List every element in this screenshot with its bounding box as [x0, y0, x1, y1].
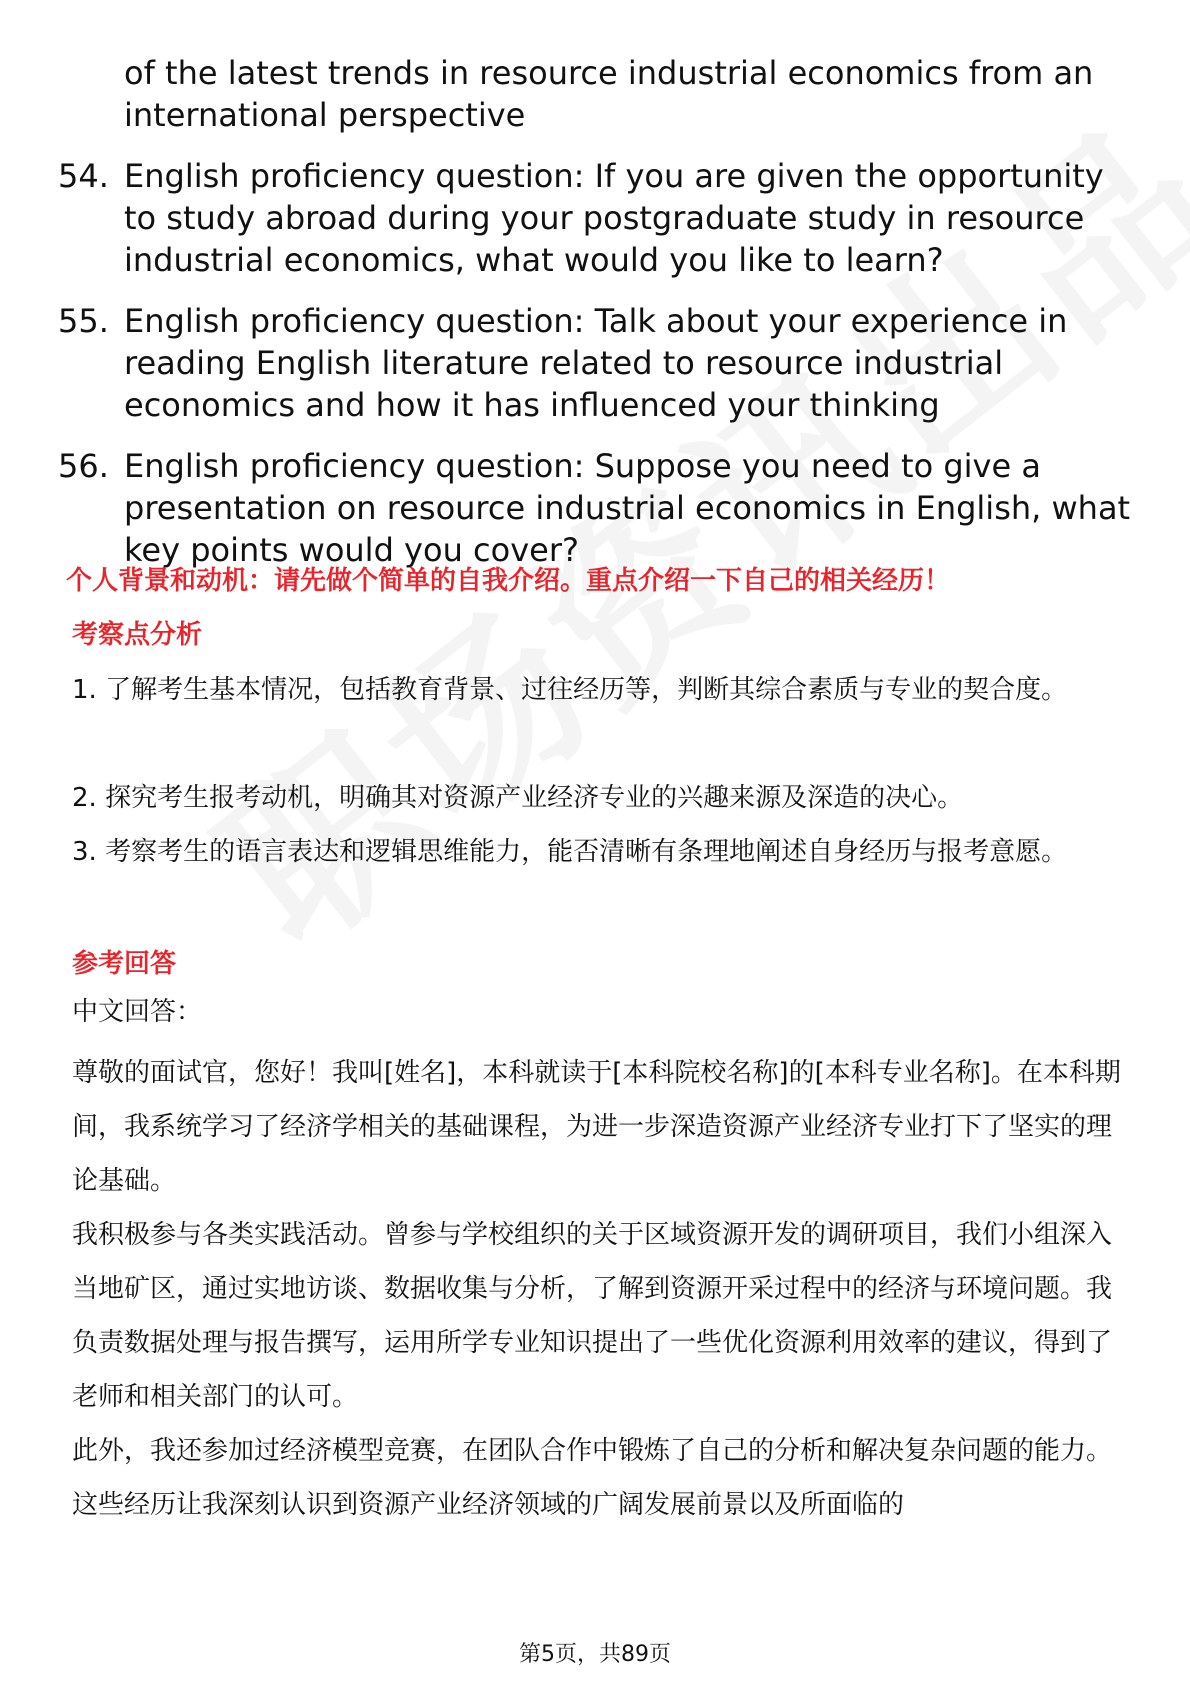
- question-text: English proficiency question: If you are given the opportunity to study abroad during your postgraduate study in resource industrial economics, what would you like to learn?: [124, 157, 1104, 279]
- continuation-text: of the latest trends in resource industrial economics from an international perspective: [124, 54, 1094, 134]
- analysis-point: 3. 考察考生的语言表达和逻辑思维能力，能否清晰有条理地阐述自身经历与报考意愿。: [72, 837, 1068, 867]
- list-number: [58, 52, 124, 136]
- answer-label: 中文回答：: [72, 997, 203, 1027]
- analysis-heading: 考察点分析: [72, 620, 203, 650]
- list-item: [58, 52, 1138, 136]
- list-item: [58, 445, 1138, 571]
- analysis-point: 1. 了解考生基本情况，包括教育背景、过往经历等，判断其综合素质与专业的契合度。: [72, 675, 1068, 705]
- answer-paragraph: 尊敬的面试官，您好！我叫[姓名]，本科就读于[本科院校名称]的[本科专业名称]。在本科期间，我系统学习了经济学相关的基础课程，为进一步深造资源产业经济专业打下了坚实的理论基础。: [72, 1058, 1121, 1196]
- question-list: [58, 52, 1138, 590]
- answer-heading: 参考回答: [72, 949, 177, 979]
- section-title: 个人背景和动机：请先做个简单的自我介绍。重点介绍一下自己的相关经历！: [66, 566, 951, 596]
- question-text: English proficiency question: Talk about your experience in reading English literature related to resource industrial economics and how it has influenced your thinking: [124, 302, 1068, 424]
- list-number: 54.: [58, 157, 109, 195]
- list-item: [58, 155, 1138, 281]
- list-number: 55.: [58, 302, 109, 340]
- list-item: [58, 300, 1138, 426]
- answer-paragraph: 此外，我还参加过经济模型竞赛，在团队合作中锻炼了自己的分析和解决复杂问题的能力。这些经历让我深刻认识到资源产业经济领域的广阔发展前景以及所面临的: [72, 1436, 1113, 1520]
- question-text: English proficiency question: Suppose you need to give a presentation on resource industrial economics in English, what key points would you cover?: [124, 447, 1131, 569]
- analysis-point: 2. 探究考生报考动机，明确其对资源产业经济专业的兴趣来源及深造的决心。: [72, 783, 964, 813]
- answer-paragraph: 我积极参与各类实践活动。曾参与学校组织的关于区域资源开发的调研项目，我们小组深入当地矿区，通过实地访谈、数据收集与分析，了解到资源开采过程中的经济与环境问题。我负责数据处理与报告撰写，运用所学专业知识提出了一些优化资源利用效率的建议，得到了老师和相关部门的认可。: [72, 1220, 1113, 1412]
- page-footer: 第5页，共89页: [519, 1642, 671, 1667]
- list-number: 56.: [58, 447, 109, 485]
